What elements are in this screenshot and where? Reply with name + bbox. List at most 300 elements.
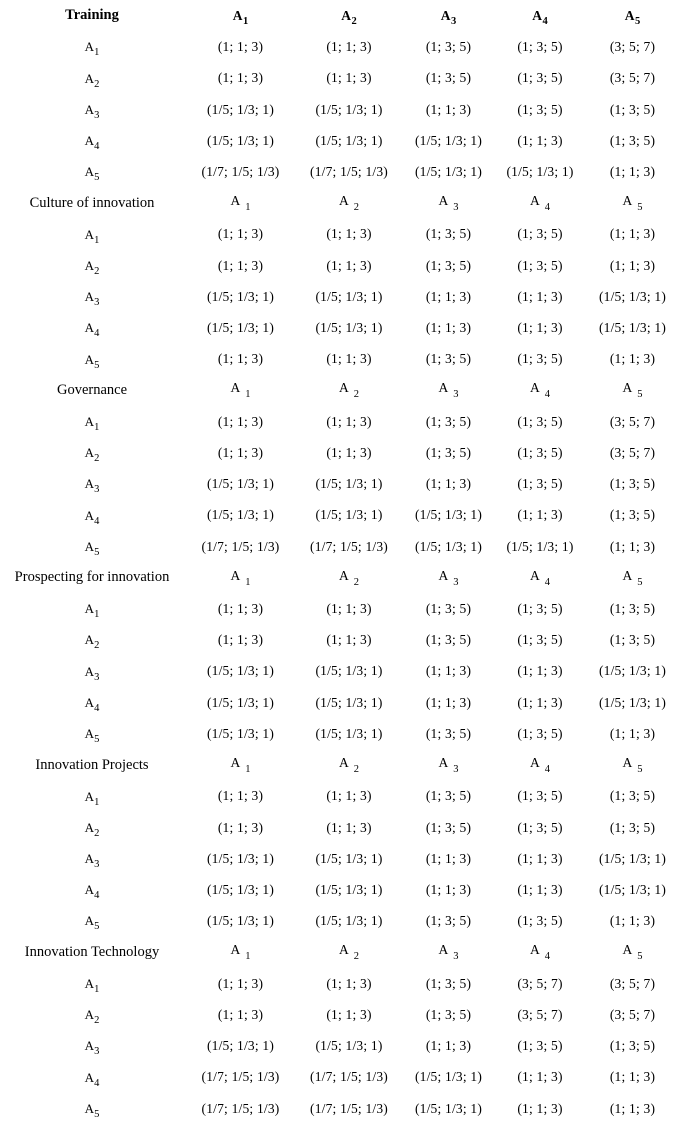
matrix-cell: (1; 1; 3) xyxy=(326,632,372,648)
row-label-subscript: 2 xyxy=(94,265,100,277)
matrix-cell: (1/5; 1/3; 1) xyxy=(414,1100,483,1116)
row-label xyxy=(0,1069,184,1089)
matrix-cell: (1; 3; 5) xyxy=(517,101,563,117)
matrix-cell: (1; 1; 3) xyxy=(517,1069,563,1085)
column-header-letter: A xyxy=(438,755,449,771)
matrix-cell: (1; 3; 5) xyxy=(425,70,472,86)
matrix-cell: (1; 3; 5) xyxy=(517,413,563,429)
column-header-letter: A xyxy=(530,380,540,396)
row-label-subscript: 2 xyxy=(94,827,100,839)
row-label-letter: A xyxy=(84,851,95,867)
row-label xyxy=(0,1007,184,1027)
matrix-cell: (1; 3; 5) xyxy=(609,632,656,648)
row-label-letter: A xyxy=(84,226,95,242)
matrix-cell: (1; 1; 3) xyxy=(609,1069,656,1085)
matrix-row xyxy=(0,312,681,343)
matrix-cell: (1; 3; 5) xyxy=(517,913,563,929)
matrix-cell: (1; 1; 3) xyxy=(326,601,372,617)
column-header-letter: A xyxy=(622,380,633,396)
column-header xyxy=(401,193,496,214)
column-header xyxy=(297,942,401,963)
row-label-subscript: 5 xyxy=(94,1108,100,1120)
column-header-letter: A xyxy=(230,567,241,583)
matrix-cell: (1; 1; 3) xyxy=(326,257,372,273)
column-header-letter: A xyxy=(532,7,542,23)
column-header-subscript: 2 xyxy=(353,202,359,214)
section-title: Training xyxy=(65,7,119,24)
matrix-cell: (1/5; 1/3; 1) xyxy=(206,320,275,336)
column-header-subscript: 2 xyxy=(353,764,359,776)
row-label-letter: A xyxy=(84,132,95,148)
matrix-row xyxy=(0,94,681,125)
row-label-subscript: 3 xyxy=(94,109,100,121)
row-label xyxy=(0,601,184,621)
matrix-cell: (1/5; 1/3; 1) xyxy=(206,101,275,117)
matrix-cell: (1/5; 1/3; 1) xyxy=(315,288,383,304)
matrix-cell: (1/5; 1/3; 1) xyxy=(315,101,383,117)
matrix-cell: (3; 5; 7) xyxy=(609,1006,656,1022)
matrix-cell: (1; 1; 3) xyxy=(609,226,656,242)
matrix-cell: (1/5; 1/3; 1) xyxy=(206,694,275,710)
row-label xyxy=(0,132,184,152)
column-header xyxy=(584,7,681,27)
column-header xyxy=(184,567,297,588)
matrix-row xyxy=(0,999,681,1030)
column-header-subscript: 5 xyxy=(637,951,643,963)
matrix-cell: (1; 1; 3) xyxy=(517,132,563,148)
column-header-subscript: 4 xyxy=(544,951,550,963)
matrix-cell: (1/5; 1/3; 1) xyxy=(315,913,383,929)
column-header-letter: A xyxy=(230,942,241,958)
matrix-cell: (1/7; 1/5; 1/3) xyxy=(201,1100,280,1116)
row-label-subscript: 4 xyxy=(94,140,100,152)
row-label xyxy=(0,882,184,902)
matrix-row xyxy=(0,593,681,624)
matrix-cell: (1; 1; 3) xyxy=(217,975,264,991)
row-label-subscript: 3 xyxy=(94,484,100,496)
matrix-cell: (1; 3; 5) xyxy=(609,788,656,804)
row-label-subscript: 2 xyxy=(94,1015,100,1027)
column-header xyxy=(401,380,496,401)
matrix-cell: (3; 5; 7) xyxy=(609,70,656,86)
matrix-row xyxy=(0,812,681,843)
matrix-cell: (1; 3; 5) xyxy=(609,507,656,523)
row-label-letter: A xyxy=(84,632,95,648)
row-label-letter: A xyxy=(84,351,95,367)
column-header-letter: A xyxy=(230,193,241,209)
column-header xyxy=(297,755,401,776)
matrix-cell: (1; 3; 5) xyxy=(425,725,472,741)
matrix-cell: (1/7; 1/5; 1/3) xyxy=(201,538,280,554)
matrix-cell: (1/5; 1/3; 1) xyxy=(414,507,483,523)
matrix-block-training xyxy=(0,0,681,187)
row-label-subscript: 5 xyxy=(94,546,100,558)
header-row xyxy=(0,187,681,218)
matrix-cell: (1; 1; 3) xyxy=(517,507,563,523)
column-header-subscript: 4 xyxy=(544,764,550,776)
row-label xyxy=(0,445,184,465)
row-label xyxy=(0,476,184,496)
column-header-letter: A xyxy=(230,380,241,396)
column-header-subscript: 2 xyxy=(353,576,359,588)
matrix-cell: (1; 1; 3) xyxy=(217,788,264,804)
matrix-cell: (1; 1; 3) xyxy=(326,788,372,804)
matrix-cell: (1; 1; 3) xyxy=(425,476,472,492)
column-header-subscript: 1 xyxy=(245,764,251,776)
matrix-row xyxy=(0,406,681,437)
matrix-cell: (1/5; 1/3; 1) xyxy=(206,288,275,304)
column-header-letter: A xyxy=(622,193,633,209)
row-label xyxy=(0,257,184,277)
row-label-subscript: 4 xyxy=(94,1077,100,1089)
matrix-cell: (1; 3; 5) xyxy=(517,601,563,617)
row-label-letter: A xyxy=(84,1069,95,1085)
header-row xyxy=(0,749,681,780)
matrix-cell: (1; 1; 3) xyxy=(517,850,563,866)
column-header-subscript: 2 xyxy=(351,15,357,27)
column-header-subscript: 1 xyxy=(245,576,251,588)
column-header xyxy=(297,380,401,401)
matrix-cell: (1/5; 1/3; 1) xyxy=(414,163,483,179)
matrix-cell: (1; 3; 5) xyxy=(425,444,472,460)
matrix-cell: (1/5; 1/3; 1) xyxy=(315,663,383,679)
matrix-cell: (1/5; 1/3; 1) xyxy=(315,725,383,741)
matrix-cell: (1/7; 1/5; 1/3) xyxy=(201,163,280,179)
matrix-cell: (1/5; 1/3; 1) xyxy=(315,507,383,523)
matrix-row xyxy=(0,687,681,718)
row-label xyxy=(0,913,184,933)
row-label-letter: A xyxy=(84,601,95,617)
matrix-cell: (1; 3; 5) xyxy=(517,1038,563,1054)
matrix-cell: (1/5; 1/3; 1) xyxy=(598,663,667,679)
matrix-cell: (1/5; 1/3; 1) xyxy=(206,476,275,492)
row-label-letter: A xyxy=(84,257,95,273)
row-label-letter: A xyxy=(84,663,95,679)
column-header xyxy=(184,193,297,214)
column-header-letter: A xyxy=(622,755,633,771)
row-label xyxy=(0,975,184,995)
matrix-row xyxy=(0,968,681,999)
header-row xyxy=(0,375,681,406)
column-header-subscript: 3 xyxy=(453,764,459,776)
row-label xyxy=(0,851,184,871)
matrix-row xyxy=(0,874,681,905)
column-header xyxy=(401,567,496,588)
matrix-cell: (1; 3; 5) xyxy=(425,257,472,273)
row-label-letter: A xyxy=(84,913,95,929)
matrix-row xyxy=(0,31,681,62)
row-label-letter: A xyxy=(84,1038,95,1054)
matrix-cell: (3; 5; 7) xyxy=(609,975,656,991)
column-header-subscript: 3 xyxy=(453,389,459,401)
matrix-cell: (1/7; 1/5; 1/3) xyxy=(310,1100,388,1116)
matrix-cell: (1; 3; 5) xyxy=(609,132,656,148)
section-title: Innovation Technology xyxy=(24,943,160,960)
row-label-letter: A xyxy=(84,70,95,86)
column-header xyxy=(496,193,584,214)
matrix-cell: (1/5; 1/3; 1) xyxy=(315,132,383,148)
column-header-subscript: 1 xyxy=(245,951,251,963)
matrix-block-innovation-projects xyxy=(0,749,681,936)
row-label-subscript: 4 xyxy=(94,890,100,902)
row-label-subscript: 3 xyxy=(94,297,100,309)
matrix-cell: (1; 3; 5) xyxy=(425,788,472,804)
row-label-letter: A xyxy=(84,882,95,898)
row-label-subscript: 1 xyxy=(94,234,100,246)
matrix-row xyxy=(0,343,681,374)
matrix-cell: (1; 3; 5) xyxy=(517,444,563,460)
row-label-subscript: 1 xyxy=(94,421,100,433)
matrix-cell: (1; 3; 5) xyxy=(517,257,563,273)
matrix-cell: (1/5; 1/3; 1) xyxy=(206,507,275,523)
column-header-letter: A xyxy=(530,567,540,583)
matrix-cell: (1/5; 1/3; 1) xyxy=(315,320,383,336)
column-header xyxy=(184,942,297,963)
row-label-subscript: 4 xyxy=(94,702,100,714)
matrix-cell: (3; 5; 7) xyxy=(517,1006,563,1022)
matrix-cell: (1; 1; 3) xyxy=(609,538,656,554)
matrix-cell: (1/5; 1/3; 1) xyxy=(598,288,667,304)
matrix-cell: (1; 3; 5) xyxy=(517,632,563,648)
row-label-letter: A xyxy=(84,507,95,523)
row-label xyxy=(0,413,184,433)
header-row xyxy=(0,937,681,968)
matrix-cell: (1; 1; 3) xyxy=(517,663,563,679)
matrix-cell: (1/5; 1/3; 1) xyxy=(206,913,275,929)
matrix-row xyxy=(0,905,681,936)
row-label-subscript: 4 xyxy=(94,515,100,527)
matrix-cell: (1/5; 1/3; 1) xyxy=(414,538,483,554)
column-header-subscript: 5 xyxy=(635,15,641,27)
matrix-block-culture-of-innovation xyxy=(0,187,681,374)
matrix-row xyxy=(0,1093,681,1124)
column-header-letter: A xyxy=(438,193,449,209)
column-header-letter: A xyxy=(339,755,349,771)
matrix-cell: (1; 3; 5) xyxy=(425,413,472,429)
matrix-cell: (1; 3; 5) xyxy=(425,913,472,929)
matrix-cell: (1; 3; 5) xyxy=(517,226,563,242)
column-header xyxy=(584,567,681,588)
row-label-letter: A xyxy=(84,726,95,742)
column-header xyxy=(584,755,681,776)
row-label-letter: A xyxy=(84,413,95,429)
row-label-letter: A xyxy=(84,476,95,492)
matrix-cell: (1; 1; 3) xyxy=(217,444,264,460)
row-label xyxy=(0,101,184,121)
matrix-cell: (1; 1; 3) xyxy=(425,320,472,336)
header-row xyxy=(0,562,681,593)
matrix-cell: (1; 1; 3) xyxy=(326,351,372,367)
row-label xyxy=(0,164,184,184)
row-label-letter: A xyxy=(84,101,95,117)
matrix-cell: (1/5; 1/3; 1) xyxy=(598,320,667,336)
matrix-row xyxy=(0,624,681,655)
column-header xyxy=(297,193,401,214)
section-title: Innovation Projects xyxy=(35,756,149,773)
matrix-cell: (1; 1; 3) xyxy=(217,1006,264,1022)
column-header-subscript: 5 xyxy=(637,764,643,776)
column-header-subscript: 3 xyxy=(453,951,459,963)
matrix-cell: (1; 1; 3) xyxy=(326,1006,372,1022)
column-header-letter: A xyxy=(230,755,241,771)
row-label-subscript: 3 xyxy=(94,1046,100,1058)
row-label-letter: A xyxy=(84,1007,95,1023)
matrix-cell: (1; 3; 5) xyxy=(425,351,472,367)
matrix-cell: (1; 3; 5) xyxy=(517,70,563,86)
matrix-row xyxy=(0,531,681,562)
matrix-cell: (1; 3; 5) xyxy=(425,226,472,242)
column-header-letter: A xyxy=(622,942,633,958)
matrix-row xyxy=(0,219,681,250)
matrix-cell: (1; 1; 3) xyxy=(425,1038,472,1054)
column-header xyxy=(401,942,496,963)
matrix-cell: (1; 3; 5) xyxy=(609,1038,656,1054)
column-header-subscript: 3 xyxy=(453,576,459,588)
matrix-row xyxy=(0,718,681,749)
column-header-subscript: 3 xyxy=(453,202,459,214)
row-label-letter: A xyxy=(84,819,95,835)
matrix-cell: (1; 3; 5) xyxy=(517,788,563,804)
column-header-letter: A xyxy=(339,193,349,209)
matrix-cell: (1; 3; 5) xyxy=(517,819,563,835)
matrix-cell: (1; 1; 3) xyxy=(425,663,472,679)
row-label-subscript: 1 xyxy=(94,983,100,995)
column-header xyxy=(496,755,584,776)
matrix-cell: (1/5; 1/3; 1) xyxy=(206,881,275,897)
matrix-cell: (1; 1; 3) xyxy=(326,975,372,991)
column-header-letter: A xyxy=(339,380,349,396)
matrix-cell: (1; 1; 3) xyxy=(609,913,656,929)
matrix-cell: (1; 1; 3) xyxy=(326,413,372,429)
row-label-subscript: 3 xyxy=(94,859,100,871)
column-header xyxy=(496,7,584,27)
matrix-cell: (1; 1; 3) xyxy=(217,257,264,273)
matrix-cell: (1; 3; 5) xyxy=(425,819,472,835)
matrix-cell: (1/5; 1/3; 1) xyxy=(206,1038,275,1054)
row-label-subscript: 2 xyxy=(94,453,100,465)
row-label-letter: A xyxy=(84,289,95,305)
matrix-cell: (1; 1; 3) xyxy=(217,39,264,55)
row-label-letter: A xyxy=(84,39,95,55)
matrix-cell: (1; 1; 3) xyxy=(425,850,472,866)
section-title: Governance xyxy=(56,381,128,398)
row-label xyxy=(0,788,184,808)
row-label xyxy=(0,39,184,59)
matrix-row xyxy=(0,281,681,312)
matrix-cell: (1/5; 1/3; 1) xyxy=(206,725,275,741)
matrix-block-innovation-technology xyxy=(0,937,681,1124)
row-label-letter: A xyxy=(84,694,95,710)
column-header xyxy=(184,755,297,776)
row-label-subscript: 1 xyxy=(94,609,100,621)
column-header xyxy=(184,7,297,27)
column-header xyxy=(496,942,584,963)
row-label-letter: A xyxy=(84,975,95,991)
row-label-letter: A xyxy=(84,788,95,804)
row-label-letter: A xyxy=(84,1100,95,1116)
matrix-cell: (1/7; 1/5; 1/3) xyxy=(310,538,388,554)
matrix-cell: (1; 1; 3) xyxy=(517,1100,563,1116)
matrix-cell: (1/5; 1/3; 1) xyxy=(506,163,574,179)
matrix-cell: (3; 5; 7) xyxy=(609,444,656,460)
matrix-cell: (1/5; 1/3; 1) xyxy=(414,1069,483,1085)
matrix-cell: (1; 1; 3) xyxy=(217,351,264,367)
matrix-row xyxy=(0,125,681,156)
column-header-subscript: 2 xyxy=(353,951,359,963)
column-header xyxy=(496,380,584,401)
matrix-cell: (1; 1; 3) xyxy=(217,226,264,242)
matrix-cell: (1; 1; 3) xyxy=(326,226,372,242)
row-label xyxy=(0,819,184,839)
matrix-cell: (3; 5; 7) xyxy=(517,975,563,991)
row-label-subscript: 2 xyxy=(94,78,100,90)
column-header-subscript: 3 xyxy=(451,15,457,27)
matrix-cell: (1; 1; 3) xyxy=(217,632,264,648)
row-label xyxy=(0,632,184,652)
matrix-cell: (1; 1; 3) xyxy=(326,39,372,55)
column-header-letter: A xyxy=(622,567,633,583)
matrix-cell: (1; 1; 3) xyxy=(609,163,656,179)
matrix-cell: (3; 5; 7) xyxy=(609,413,656,429)
matrix-cell: (1; 3; 5) xyxy=(425,632,472,648)
column-header-letter: A xyxy=(438,567,449,583)
matrix-cell: (1; 1; 3) xyxy=(425,881,472,897)
column-header-subscript: 4 xyxy=(544,389,550,401)
matrix-cell: (1/5; 1/3; 1) xyxy=(414,132,483,148)
matrix-cell: (1/5; 1/3; 1) xyxy=(315,694,383,710)
matrix-cell: (1; 1; 3) xyxy=(517,881,563,897)
row-label xyxy=(0,320,184,340)
matrix-cell: (1; 1; 3) xyxy=(217,601,264,617)
column-header-subscript: 4 xyxy=(544,202,550,214)
column-header xyxy=(584,380,681,401)
matrix-cell: (1/5; 1/3; 1) xyxy=(598,694,667,710)
matrix-cell: (1; 1; 3) xyxy=(217,819,264,835)
matrix-cell: (1/7; 1/5; 1/3) xyxy=(201,1069,280,1085)
matrix-row xyxy=(0,500,681,531)
column-header xyxy=(401,755,496,776)
matrix-cell: (1; 1; 3) xyxy=(517,288,563,304)
column-header-subscript: 1 xyxy=(243,15,249,27)
row-label-subscript: 2 xyxy=(94,640,100,652)
matrix-cell: (1; 1; 3) xyxy=(609,257,656,273)
column-header xyxy=(184,380,297,401)
header-row xyxy=(0,0,681,31)
matrix-row xyxy=(0,62,681,93)
row-label-subscript: 5 xyxy=(94,921,100,933)
column-header-subscript: 4 xyxy=(542,15,548,27)
matrix-cell: (1; 1; 3) xyxy=(217,413,264,429)
matrix-cell: (1; 1; 3) xyxy=(425,101,472,117)
row-label xyxy=(0,1038,184,1058)
matrix-cell: (1; 1; 3) xyxy=(609,351,656,367)
column-header-letter: A xyxy=(530,193,540,209)
matrix-cell: (1/5; 1/3; 1) xyxy=(315,476,383,492)
column-header-letter: A xyxy=(530,755,540,771)
column-header-letter: A xyxy=(440,7,451,23)
row-label xyxy=(0,507,184,527)
matrix-cell: (3; 5; 7) xyxy=(609,39,656,55)
matrix-row xyxy=(0,437,681,468)
matrix-row xyxy=(0,156,681,187)
row-label xyxy=(0,1100,184,1120)
column-header xyxy=(584,942,681,963)
column-header-subscript: 2 xyxy=(353,389,359,401)
row-label-letter: A xyxy=(84,320,95,336)
row-label-letter: A xyxy=(84,445,95,461)
matrix-cell: (1; 3; 5) xyxy=(425,1006,472,1022)
matrix-cell: (1; 1; 3) xyxy=(326,819,372,835)
